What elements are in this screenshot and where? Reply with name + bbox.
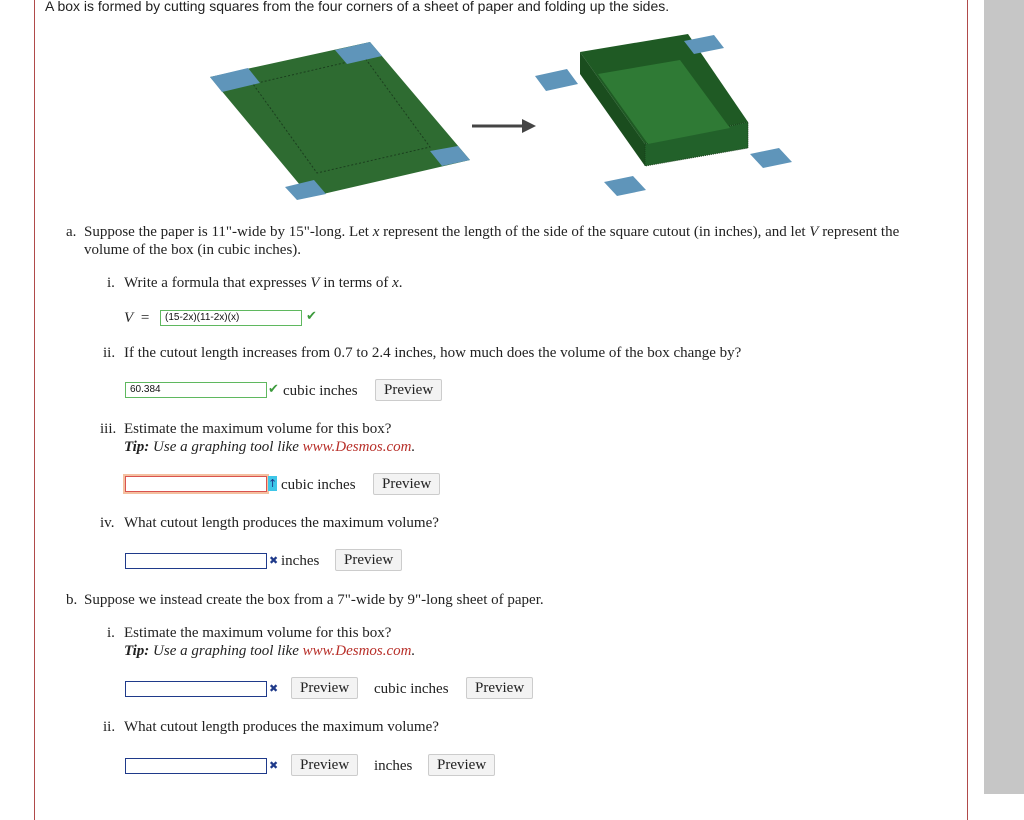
cross-icon: ✖ (269, 759, 279, 772)
question-a-ii-text: If the cutout length increases from 0.7 to 2.4 inches, how much does the volume of the box change by? (124, 345, 742, 361)
part-a-label: a. (66, 224, 77, 240)
formula-lhs: V = (124, 310, 150, 326)
question-a-ii-label: ii. (103, 345, 116, 361)
preview-button[interactable]: Preview (373, 473, 440, 495)
unit-label: cubic inches (281, 477, 356, 493)
arrow (472, 119, 536, 133)
sheet-shape (210, 42, 470, 197)
question-a-i-label: i. (107, 275, 115, 291)
preview-button[interactable]: Preview (335, 549, 402, 571)
volume-change-input[interactable]: 60.384 (125, 382, 267, 398)
scrollbar[interactable] (984, 0, 1024, 794)
part-b-label: b. (66, 592, 78, 608)
question-a-iii-label: iii. (100, 421, 117, 437)
question-a-i-text: Write a formula that expresses V in terms of x. (124, 275, 403, 291)
cross-icon: ✖ (269, 682, 279, 695)
formula-answer-input[interactable]: (15-2x)(11-2x)(x) (160, 310, 302, 326)
box-folding-figure (200, 32, 800, 202)
preview-button[interactable]: Preview (466, 677, 533, 699)
tip-line: Tip: Use a graphing tool like www.Desmos.com. (124, 643, 416, 659)
question-a-iv-label: iv. (100, 515, 115, 531)
part-a-prompt: Suppose the paper is 11"-wide by 15"-long. Let x represent the length of the side of the square cutout (in inches), and let V represent the (84, 224, 900, 240)
box-corner-left (535, 69, 578, 91)
problem-intro: A box is formed by cutting squares from the four corners of a sheet of paper and folding up the sides. (45, 0, 670, 14)
tip-line: Tip: Use a graphing tool like www.Desmos.com. (124, 439, 416, 455)
max-cutout-input[interactable] (125, 553, 267, 569)
b-max-cutout-input[interactable] (125, 758, 267, 774)
max-volume-input[interactable] (125, 476, 267, 492)
flat-sheet (210, 42, 470, 200)
preview-button[interactable]: Preview (291, 677, 358, 699)
part-b-prompt: Suppose we instead create the box from a 7"-wide by 9"-long sheet of paper. (84, 592, 544, 608)
preview-button[interactable]: Preview (291, 754, 358, 776)
question-b-i-text: Estimate the maximum volume for this box? (124, 625, 392, 641)
preview-button[interactable]: Preview (375, 379, 442, 401)
folded-box (535, 34, 792, 196)
unit-label: inches (281, 553, 320, 569)
unit-label: cubic inches (374, 681, 449, 697)
arrow-head (522, 119, 536, 133)
question-a-iv-text: What cutout length produces the maximum volume? (124, 515, 439, 531)
preview-button[interactable]: Preview (428, 754, 495, 776)
cross-icon: ✖ (269, 554, 279, 567)
question-b-i-label: i. (107, 625, 115, 641)
unit-label: cubic inches (283, 383, 358, 399)
info-icon[interactable]: ↑ (268, 477, 278, 490)
part-a-prompt-line2: volume of the box (in cubic inches). (84, 242, 302, 258)
question-b-ii-label: ii. (103, 719, 116, 735)
question-b-ii-text: What cutout length produces the maximum volume? (124, 719, 439, 735)
desmos-link[interactable]: www.Desmos.com (302, 643, 412, 659)
box-corner-bottom (604, 176, 646, 196)
unit-label: inches (374, 758, 413, 774)
question-a-iii-text: Estimate the maximum volume for this box? (124, 421, 392, 437)
b-max-volume-input[interactable] (125, 681, 267, 697)
check-icon: ✔ (268, 382, 279, 397)
desmos-link[interactable]: www.Desmos.com (302, 439, 412, 455)
box-corner-right (750, 148, 792, 168)
check-icon: ✔ (306, 309, 317, 324)
